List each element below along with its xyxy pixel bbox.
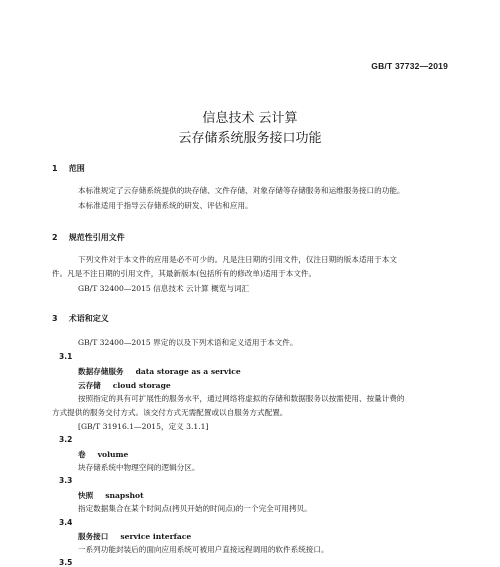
term-heading bbox=[78, 366, 241, 377]
term-definition: 按照指定的具有可扩展性的服务水平，通过网络将虚拟的存储和数据服务以按需使用、按量计费的 bbox=[78, 394, 405, 403]
document-title-line-2: 云存储系统服务接口功能 bbox=[178, 131, 322, 146]
term-definition: 一系列功能封装后的面向应用系统可被用户直接远程调用的软件系统接口。 bbox=[78, 545, 329, 554]
term-definition: 方式提供的服务交付方式。该交付方式无需配置或以自服务方式配置。 bbox=[52, 408, 288, 417]
paragraph: 本标准规定了云存储系统提供的块存储、文件存储、对象存储等存储服务和运维服务接口的功能。 bbox=[78, 186, 405, 195]
term-alt-en: cloud storage bbox=[112, 381, 171, 390]
term-en: service interface bbox=[120, 532, 192, 541]
term-definition: 块存储系统中物理空间的逻辑分区。 bbox=[78, 463, 200, 472]
section-title: 范围 bbox=[68, 164, 85, 173]
term-synonym bbox=[78, 380, 171, 391]
term-source: [GB/T 31916.1—2015，定义 3.1.1] bbox=[78, 422, 209, 431]
term-number: 3.1 bbox=[59, 352, 73, 361]
term-en: data storage as a service bbox=[135, 367, 241, 376]
term-heading bbox=[78, 449, 128, 460]
term-zh: 服务接口 bbox=[78, 532, 109, 541]
section-heading-normative-references bbox=[52, 232, 125, 243]
term-heading bbox=[78, 531, 191, 542]
section-heading-scope bbox=[52, 163, 85, 174]
term-zh: 快照 bbox=[78, 491, 94, 500]
term-number: 3.2 bbox=[59, 435, 73, 444]
section-number: 3 bbox=[52, 314, 58, 323]
paragraph: 件。凡是不注日期的引用文件，其最新版本(包括所有的修改单)适用于本文件。 bbox=[52, 269, 317, 278]
term-number: 3.3 bbox=[59, 476, 73, 485]
term-alt-zh: 云存储 bbox=[78, 381, 101, 390]
term-zh: 卷 bbox=[78, 450, 86, 459]
term-zh: 数据存储服务 bbox=[78, 367, 124, 376]
term-number: 3.4 bbox=[59, 518, 73, 527]
paragraph: 本标准适用于指导云存储系统的研发、评估和应用。 bbox=[78, 201, 253, 210]
term-number: 3.5 bbox=[59, 558, 73, 567]
term-en: volume bbox=[97, 450, 129, 459]
document-title-line-1: 信息技术 云计算 bbox=[202, 111, 298, 126]
term-en: snapshot bbox=[105, 491, 144, 500]
section-number: 2 bbox=[52, 233, 58, 242]
reference-entry: GB/T 32400—2015 信息技术 云计算 概览与词汇 bbox=[78, 284, 250, 293]
term-heading bbox=[78, 490, 144, 501]
term-definition: 指定数据集合在某个时间点(拷贝开始的时间点)的一个完全可用拷贝。 bbox=[78, 504, 312, 513]
section-title: 术语和定义 bbox=[68, 314, 109, 323]
section-number: 1 bbox=[52, 164, 58, 173]
section-heading-terms-definitions bbox=[52, 313, 109, 324]
paragraph: 下列文件对于本文件的应用是必不可少的。凡是注日期的引用文件，仅注日期的版本适用于本文 bbox=[78, 255, 397, 264]
standard-code: GB/T 37732—2019 bbox=[371, 61, 448, 71]
section-title: 规范性引用文件 bbox=[68, 233, 125, 242]
paragraph: GB/T 32400—2015 界定的以及下列术语和定义适用于本文件。 bbox=[78, 338, 298, 347]
